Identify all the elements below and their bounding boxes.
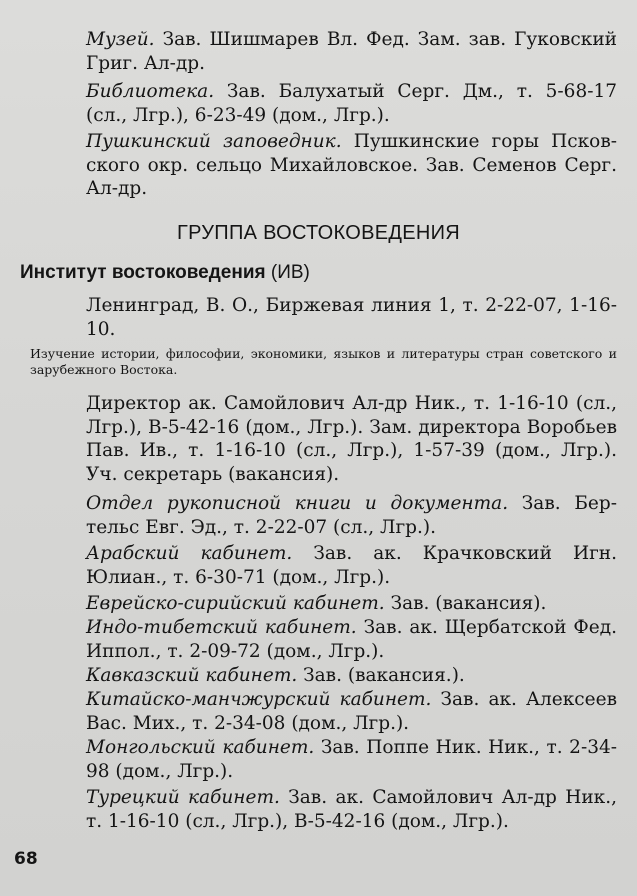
dept-chinese-manchu — [52, 688, 617, 735]
institute-note: Изучение истории, философии, экономики, языков и литературы стран советского и зарубежного Востока. — [30, 346, 617, 377]
institute-staff: Директор ак. Самойлович Ал-др Ник., т. 1-16-10 (сл., Лгр.), В-5-42-16 (дом., Лгр.). Зам. директора Воробьев Пав. Ив., т. 1-16-10 (сл., Лгр.), 1-57-39 (дом., Лгр.). Уч. секретарь (вакансия). — [86, 393, 617, 485]
dept-indo-tibetan — [52, 616, 617, 663]
dept-hebrew-syriac — [52, 592, 617, 616]
entry-label: Еврейско-сирийский кабинет. — [86, 593, 385, 614]
entry-label: Арабский кабинет. — [86, 543, 293, 564]
entry-label: Китайско-манчжурский кабинет. — [86, 689, 432, 710]
entry-label: Музей. — [86, 29, 155, 50]
dept-turkish — [52, 786, 617, 833]
dept-caucasian — [52, 664, 617, 688]
entry-text: Зав. Шишмарев Вл. Фед. Зам. зав. Гуковский Григ. Ал-др. — [86, 29, 617, 74]
entry-text: Зав. Балухатый Серг. Дм., т. 5-68-17 (сл., Лгр.), 6-23-49 (дом., Лгр.). — [86, 81, 617, 126]
entry-label: Отдел рукописной книги и документа. — [86, 493, 509, 514]
entry-label: Библиотека. — [86, 81, 215, 102]
entry-library — [52, 80, 617, 127]
entry-text: Зав. ак. Щербатской Фед. Иппол., т. 2-09-72 (дом., Лгр.). — [86, 617, 617, 662]
institute-name: Институт востоковедения — [20, 262, 266, 283]
section-heading: ГРУППА ВОСТОКОВЕДЕНИЯ — [176, 222, 461, 244]
entry-text: Зав. (вакансия). — [384, 593, 547, 614]
entry-text: Зав. ак. Алексеев Вас. Мих., т. 2-34-08 (дом., Лгр.). — [86, 689, 617, 734]
entry-text: Зав. Бертельс Евг. Эд., т. 2-22-07 (сл., Лгр.). — [86, 493, 617, 538]
institute-title — [20, 262, 310, 284]
institute-address: Ленинград, В. О., Биржевая линия 1, т. 2-22-07, 1-16-10. — [86, 295, 617, 340]
dept-mongolian — [52, 736, 617, 783]
entry-label: Пушкинский заповедник. — [86, 131, 342, 152]
entry-label: Турецкий кабинет. — [86, 787, 280, 808]
entry-label: Кавказский кабинет. — [86, 665, 298, 686]
entry-text: Зав. ак. Самойлович Ал-др Ник., т. 1-16-10 (сл., Лгр.), В-5-42-16 (дом., Лгр.). — [86, 787, 618, 832]
entry-text: Зав. ак. Крачковский Игн. Юлиан., т. 6-30-71 (дом., Лгр.). — [86, 543, 617, 588]
entry-text: Пушкинские горы Псковского окр. сельцо Михайловское. Зав. Семенов Серг. Ал-др. — [86, 131, 617, 199]
entry-text: Зав. (вакансия.). — [297, 665, 465, 686]
entry-text: Зав. Поппе Ник. Ник., т. 2-34-98 (дом., Лгр.). — [86, 737, 617, 782]
dept-arabic — [52, 542, 617, 589]
entry-pushkin-reserve — [52, 130, 617, 201]
page-number: 68 — [14, 849, 38, 869]
dept-manuscripts — [52, 492, 617, 539]
entry-label: Индо-тибетский кабинет. — [86, 617, 357, 638]
entry-label: Монгольский кабинет. — [86, 737, 315, 758]
institute-abbr: (ИВ) — [270, 262, 310, 283]
entry-museum — [52, 28, 617, 75]
